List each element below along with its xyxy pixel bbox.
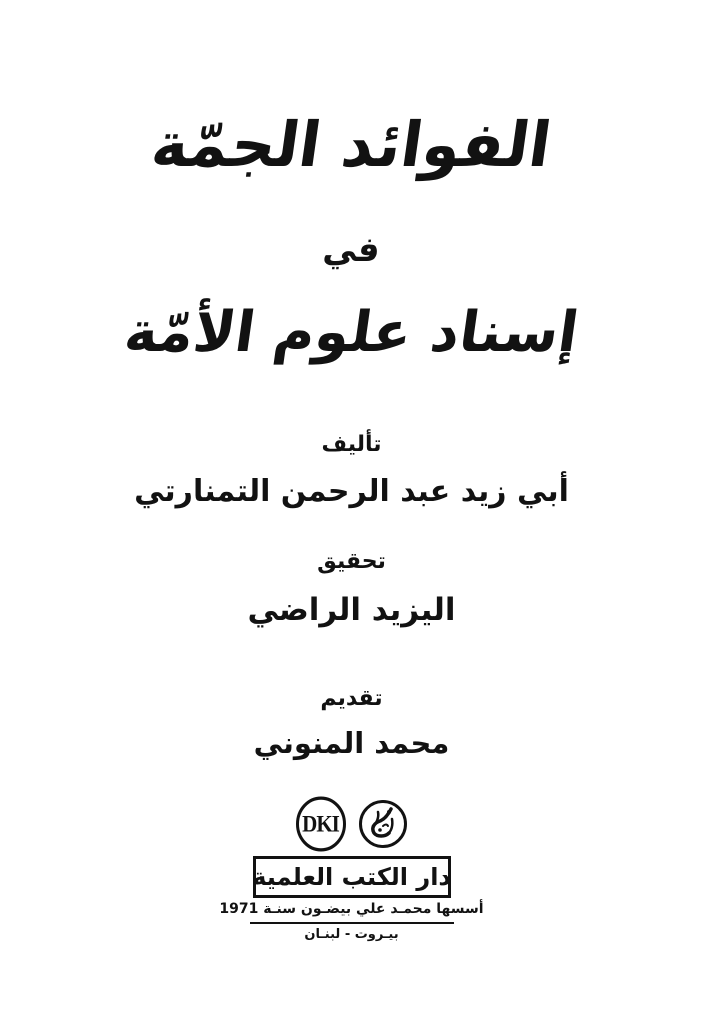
author-label: تأليف [321, 432, 382, 457]
book-subtitle: إسناد علوم الأمّة [120, 300, 583, 365]
divider-rule [250, 922, 454, 924]
editor-name: اليزيد الراضي [247, 592, 456, 628]
publisher-location: بيـروت - لبنـان [304, 927, 399, 942]
publisher-logo-row [0, 799, 703, 849]
author-name: أبي زيد عبد الرحمن التمنارتي [134, 474, 569, 509]
book-main-title: الفوائد الجمّة [147, 108, 556, 181]
presenter-name: محمد المنوني [253, 726, 450, 760]
publisher-name: دار الكتب العلمية [252, 863, 451, 891]
title-preposition: في [321, 230, 382, 270]
dki-logo-text: DKI [302, 810, 339, 837]
dki-logo [296, 797, 346, 852]
publisher-name-box [253, 856, 451, 898]
editor-label: تحقيق [317, 549, 386, 574]
publisher-founded-line: أسسها محمـد علي بيضـون سنـة 1971 [219, 901, 484, 917]
presenter-label: تقديم [320, 686, 383, 711]
publisher-calligraphy-emblem-icon [358, 799, 408, 849]
